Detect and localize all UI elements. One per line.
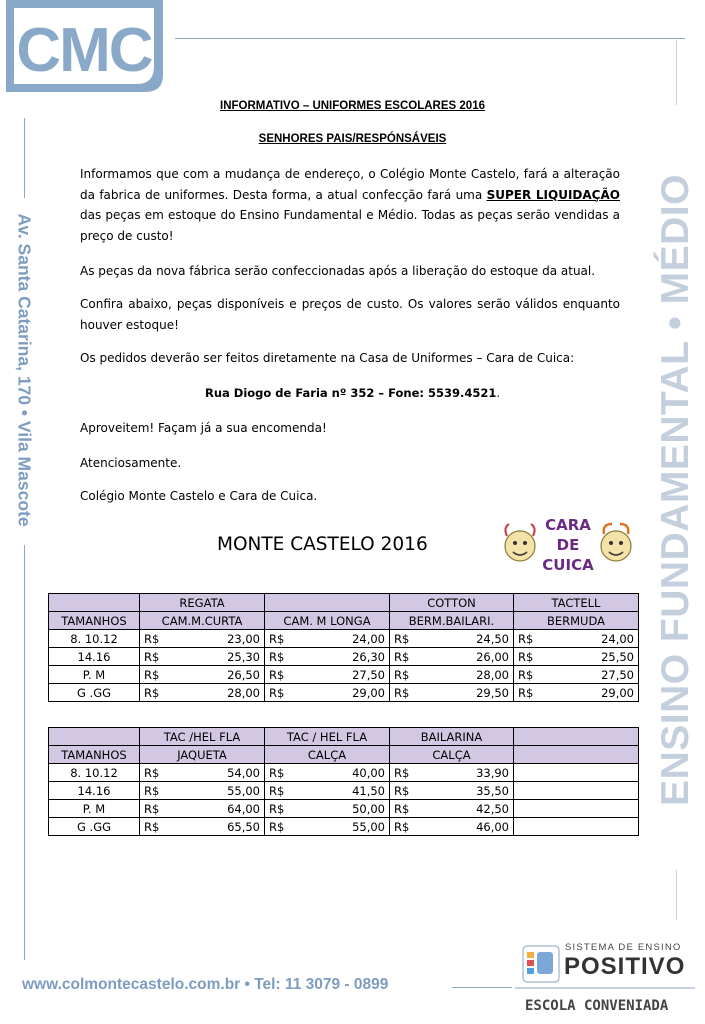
table-row: P. M R$ 26,50 R$ 27,50 R$ 28,00 R$ 27,50 [49, 666, 639, 684]
paragraph-enjoy: Aproveitem! Façam já a sua encomenda! [80, 421, 327, 435]
price-table-2 [48, 727, 639, 836]
footer-divider [452, 987, 512, 988]
school-address: Av. Santa Catarina, 170 • Vila Mascote [14, 213, 35, 527]
right-divider-top [676, 40, 677, 105]
col-tac-hel-fla-pants: TAC / HEL FLA [265, 728, 390, 746]
paragraph-intro: Informamos que com a mudança de endereço, o Colégio Monte Castelo, fará a alteração da fabrica de uniformes. Desta forma, a atual confecção fará uma SUPER LIQUIDAÇÃO das peças em estoque do Ensino Fundamental e Médio. Todas as peças serão vendidas a preço de custo! [80, 167, 620, 243]
col-cotton: COTTON [390, 594, 514, 612]
table-row: G .GG R$ 65,50 R$ 55,00 R$ 46,00 [49, 818, 639, 836]
thumbs-up-icon [523, 946, 559, 982]
left-divider-top [24, 118, 25, 198]
positivo-logo [515, 928, 695, 1018]
paragraph-prices: Confira abaixo, peças disponíveis e preços de custo. Os valores serão válidos enquanto houver estoque! [80, 297, 620, 332]
col-tactell: TACTELL [514, 594, 639, 612]
table-header-row [49, 728, 639, 746]
table-header-row: TAMANHOS CAM.M.CURTA CAM. M LONGA BERM.BAILARI. BERMUDA [49, 612, 639, 630]
svg-text:CARA: CARA [545, 516, 591, 534]
table-row: G .GG R$ 28,00 R$ 29,00 R$ 29,50 R$ 29,00 [49, 684, 639, 702]
table-row: P. M R$ 64,00 R$ 50,00 R$ 42,50 [49, 800, 639, 818]
footer-contact: www.colmontecastelo.com.br • Tel: 11 3079 - 0899 [22, 976, 389, 993]
left-divider-bottom [24, 545, 25, 960]
girl-face-icon [505, 524, 535, 561]
super-sale-text: SUPER LIQUIDAÇÃO [486, 187, 620, 202]
svg-text:POSITIVO: POSITIVO [564, 953, 686, 980]
signature: Colégio Monte Castelo e Cara de Cuica. [80, 489, 318, 503]
right-divider-bottom [676, 870, 677, 920]
price-table-1 [48, 593, 639, 702]
top-divider [175, 38, 685, 39]
logo-text: CMC [16, 16, 152, 85]
table-row: 8. 10.12 R$ 54,00 R$ 40,00 R$ 33,90 [49, 764, 639, 782]
svg-text:ESCOLA CONVENIADA: ESCOLA CONVENIADA [525, 998, 669, 1014]
cmc-logo [0, 0, 168, 100]
paragraph-orders: Os pedidos deverão ser feitos diretamente na Casa de Uniformes – Cara de Cuica: [80, 351, 575, 365]
svg-text:CUICA: CUICA [542, 556, 594, 574]
school-levels: ENSINO FUNDAMENTAL • MÉDIO [654, 174, 697, 806]
cara-de-cuica-logo [500, 512, 635, 576]
svg-text:SISTEMA DE ENSINO: SISTEMA DE ENSINO [565, 942, 682, 953]
col-regata: REGATA [140, 594, 265, 612]
salutation: SENHORES PAIS/RESPÓNSÁVEIS [258, 133, 447, 145]
table-row: 14.16 R$ 25,30 R$ 26,30 R$ 26,00 R$ 25,50 [49, 648, 639, 666]
price-list-heading: MONTE CASTELO 2016 [217, 534, 428, 555]
document-title: INFORMATIVO – UNIFORMES ESCOLARES 2016 [220, 100, 485, 112]
table-row: 8. 10.12 R$ 23,00 R$ 24,00 R$ 24,50 R$ 24,00 [49, 630, 639, 648]
col-sizes: TAMANHOS [49, 612, 140, 630]
shop-address: Rua Diogo de Faria nº 352 – Fone: 5539.4521. [204, 386, 501, 400]
col-bailarina: BAILARINA [390, 728, 514, 746]
table-header-row [49, 594, 639, 612]
table-header-row: TAMANHOS JAQUETA CALÇA CALÇA [49, 746, 639, 764]
table-row: 14.16 R$ 55,00 R$ 41,50 R$ 35,50 [49, 782, 639, 800]
boy-face-icon [601, 524, 631, 561]
col-tac-hel-fla-jacket: TAC /HEL FLA [140, 728, 265, 746]
col-sizes: TAMANHOS [49, 746, 140, 764]
paragraph-new-factory: As peças da nova fábrica serão confeccionadas após a liberação do estoque da atual. [80, 264, 596, 278]
svg-text:DE: DE [556, 536, 580, 554]
closing: Atenciosamente. [80, 456, 182, 470]
